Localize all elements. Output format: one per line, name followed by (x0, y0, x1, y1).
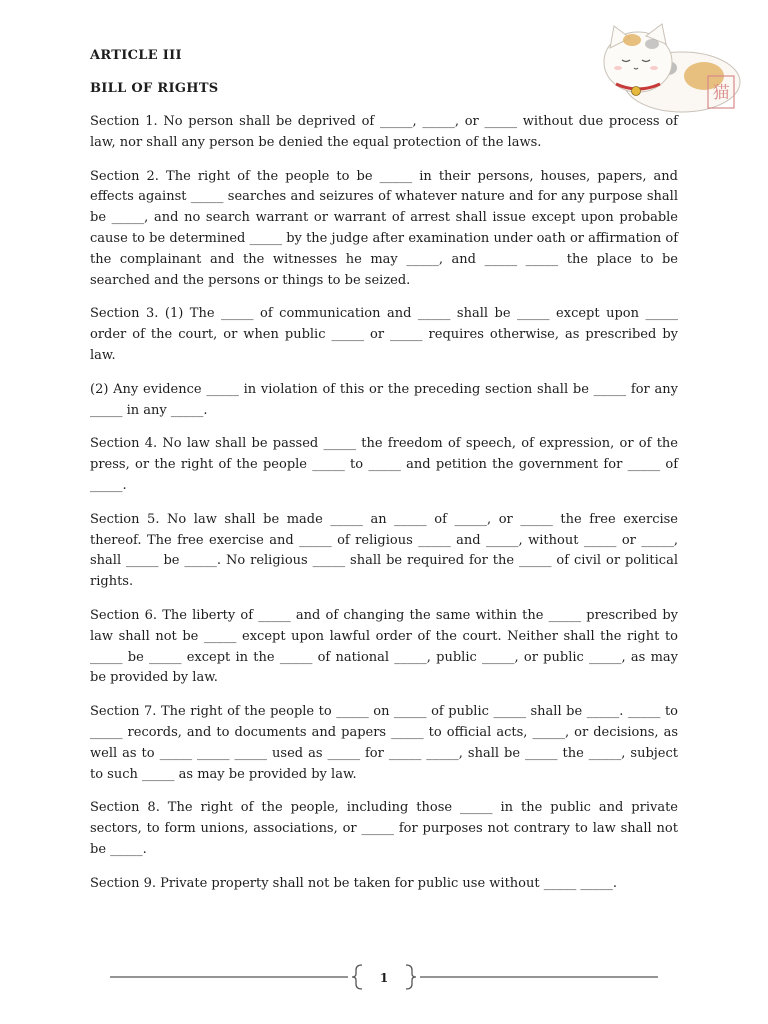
section-8: Section 8. The right of the people, including those _____ in the public and private sectors, to form unions, associations, or _____ for purposes not contrary to law shall not be _____. (90, 800, 678, 857)
section-3-1: Section 3. (1) The _____ of communication and _____ shall be _____ except upon _____ order of the court, or when public _____ or _____ requires otherwise, as prescribed by law. (90, 306, 678, 363)
section-4: Section 4. No law shall be passed _____ the freedom of speech, of expression, or of the press, or the right of the people _____ to _____ and petition the government for _____ of _____. (90, 436, 678, 493)
article-title: BILL OF RIGHTS (90, 81, 219, 96)
stamp-glyph: 猫 (712, 83, 730, 103)
right-brace (406, 965, 416, 989)
section-5: Section 5. No law shall be made _____ an _____ of _____, or _____ the free exercise thereof. The free exercise and _____ of religious _____ and _____, without _____ or _____, shall _____ be _____. No religious _____ shall be required for the _____ of civil or political rights. (90, 511, 678, 590)
page-number: 1 (379, 971, 389, 985)
section-3-2: (2) Any evidence _____ in violation of this or the preceding section shall be _____ for any _____ in any _____. (90, 381, 678, 418)
section-2: Section 2. The right of the people to be _____ in their persons, houses, papers, and effects against _____ searches and seizures of whatever nature and for any purpose shall be _____, and no search warrant or warrant of arrest shall issue except upon probable cause to be determined _____ by the judge after examination under oath or affirmation of the complainant and the witnesses he may _____, and _____ _____ the place to be searched and the persons or things to be seized. (90, 168, 678, 288)
document-body (90, 46, 678, 908)
section-9: Section 9. Private property shall not be taken for public use without _____ _____. (90, 875, 617, 891)
section-6: Section 6. The liberty of _____ and of changing the same within the _____ prescribed by law shall not be _____ except upon lawful order of the court. Neither shall the right to _____ be _____ except in the _____ of national _____, public _____, or public _____, as may be provided by law. (90, 607, 678, 686)
section-7: Section 7. The right of the people to _____ on _____ of public _____ shall be _____. _____ to _____ records, and to documents and papers _____ to official acts, _____, or decisions, as well as to _____ _____ _____ used as _____ for _____ _____, shall be _____ the _____, subject to such _____ as may be provided by law. (90, 704, 678, 782)
page-footer (110, 962, 658, 992)
article-heading: ARTICLE III (90, 48, 182, 63)
section-1: Section 1. No person shall be deprived of _____, _____, or _____ without due process of law, nor shall any person be denied the equal protection of the laws. (90, 114, 678, 150)
left-brace (352, 965, 362, 989)
